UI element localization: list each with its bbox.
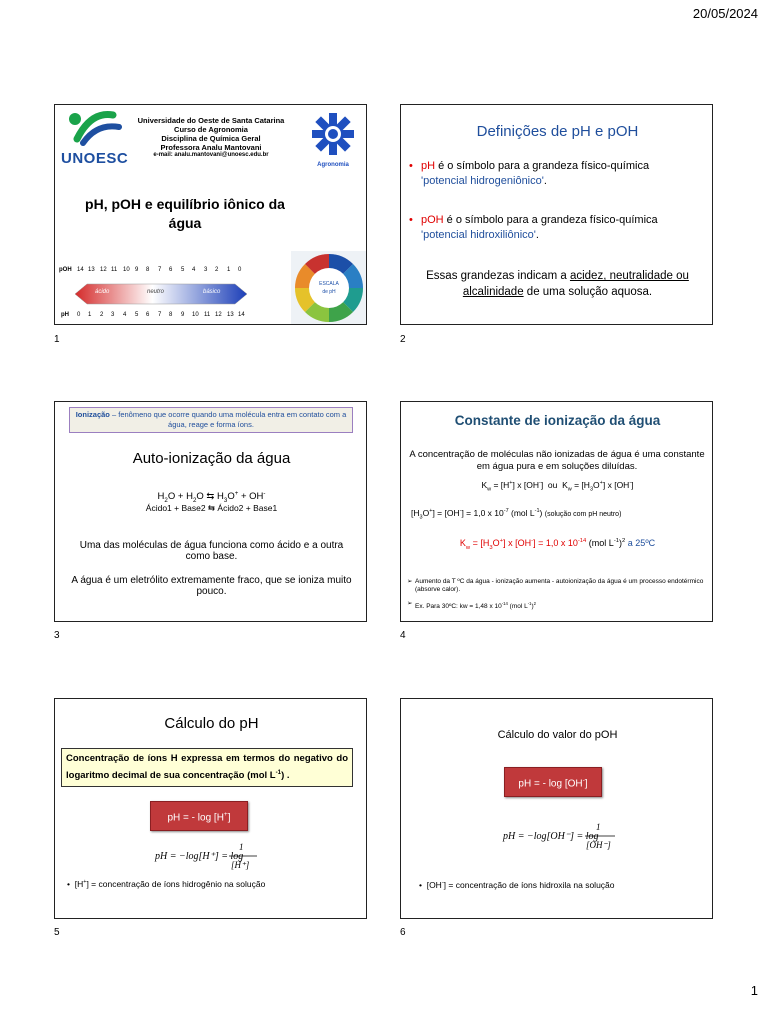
- course-name: Curso de Agronomia: [174, 125, 248, 134]
- arrow-bullet-icon: ➢: [407, 578, 413, 585]
- temperature-note-2: ➢ Ex. Para 30ºC: kw = 1,48 x $10^{-14}$ (mol $L^{-1})^2$: [407, 600, 537, 611]
- neutral-concentration: $[H_3O^+] = [OH^-] = 1,0$ x $10^{-7}$ (mol $L^{-1}$) (solução com pH neutro): [411, 508, 622, 521]
- ionization-term: Ionização: [75, 410, 110, 419]
- paragraph-underlined-1: acidez, neutralidade ou: [569, 270, 689, 282]
- bullet-icon: •: [409, 160, 413, 172]
- poh-tick: 8: [146, 267, 150, 273]
- paragraph-text: Essas grandezas indicam a: [426, 270, 570, 282]
- ph-tick: 10: [192, 312, 199, 318]
- poh-tick: 12: [100, 267, 107, 273]
- paragraph-text-end: de uma solução aquosa.: [523, 286, 653, 298]
- water-equation: $H_2O + H_2O$ ⇆ $H_3O^+ + OH^-$: [157, 490, 266, 505]
- agronomia-logo: [305, 111, 361, 168]
- slide-4-number: 4: [400, 630, 406, 641]
- slide-4: [400, 401, 713, 622]
- ph-tick: 13: [227, 312, 234, 318]
- kw-temperature: a 25ºC: [627, 538, 656, 548]
- slide-3-number: 3: [54, 630, 60, 641]
- poh-tick: 3: [204, 267, 208, 273]
- ph-definition-text: é o símbolo para a grandeza físico-química: [435, 160, 650, 172]
- ph-tick: 14: [238, 312, 245, 318]
- ph-tick: 3: [111, 312, 115, 318]
- poh-ticks: [77, 267, 247, 275]
- grandezas-paragraph: [409, 268, 706, 300]
- slide-1: [54, 104, 367, 325]
- slide-6: [400, 698, 713, 919]
- acid-label: ácido: [95, 289, 110, 295]
- bullet-icon: •: [67, 879, 75, 889]
- ph-log-formula-icon: [153, 837, 263, 873]
- poh-tick: 9: [135, 267, 139, 273]
- ph-scale-label: pH: [61, 312, 69, 318]
- poh-scale-label: pOH: [59, 267, 72, 273]
- ph-tick: 11: [204, 312, 211, 318]
- unoesc-logo-text: UNOESC: [61, 150, 129, 167]
- slide-5-bullet: • [H+] = concentração de íons hidrogênio na solução: [67, 879, 266, 889]
- slide-6-bullet-text: = concentração de íons hidroxila na solução: [446, 880, 615, 890]
- arrow-bullet-icon: ➢: [407, 600, 413, 607]
- svg-text:1: 1: [596, 822, 601, 832]
- slide-1-number: 1: [54, 334, 60, 345]
- ionization-text: – fenômeno que ocorre quando uma molécula entra em contato com a água, reage e forma íons.: [109, 410, 347, 429]
- poh-tick: 2: [215, 267, 219, 273]
- temperature-note-2-text: Ex. Para 30ºC: kw = 1,48 x 10: [415, 603, 502, 611]
- ph-tick: 0: [77, 312, 81, 318]
- svg-text:pH = −log[OH⁻] = log: pH = −log[OH⁻] = log: [503, 831, 599, 842]
- svg-text:[OH⁻]: [OH⁻]: [586, 840, 611, 850]
- poh-tick: 0: [238, 267, 242, 273]
- discipline-name: Disciplina de Química Geral: [161, 134, 261, 143]
- page-number: 1: [750, 983, 758, 998]
- poh-quote: 'potencial hidroxiliônico': [421, 229, 536, 241]
- university-name: Universidade do Oeste de Santa Catarina: [137, 116, 285, 125]
- bullet-icon: •: [409, 214, 413, 226]
- neutral-label: neutro: [147, 289, 165, 295]
- ionization-box: [69, 407, 353, 433]
- wheel-label-1: ESCALA: [319, 281, 339, 287]
- ph-definition-box: Concentração de íons H expressa em termos do negativo do logaritmo decimal de sua concentração (mol $L^{-1}$) .: [61, 748, 353, 787]
- ph-tick: 6: [146, 312, 150, 318]
- slide-5: [54, 698, 367, 919]
- ph-arrow: [75, 281, 247, 307]
- poh-formula-box: pH = - log [OH-]: [504, 767, 602, 797]
- paragraph-underlined-2: alcalinidade: [462, 286, 524, 298]
- ph-tick: 9: [181, 312, 185, 318]
- slide-3-paragraph-1: Uma das moléculas de água funciona como ácido e a outra como base.: [79, 540, 344, 562]
- slide-3: [54, 401, 367, 622]
- poh-formula-text: pH = - log [OH: [518, 778, 583, 790]
- slide-1-title: pH, pOH e equilíbrio iônico da água: [85, 196, 285, 231]
- ph-ticks: [77, 312, 247, 320]
- svg-text:pH = −log[H⁺] = log: pH = −log[H⁺] = log: [155, 851, 244, 862]
- poh-definition-text: é o símbolo para a grandeza físico-química: [443, 214, 658, 226]
- ph-tick: 12: [215, 312, 222, 318]
- slide-5-title: Cálculo do pH: [164, 715, 259, 732]
- professor-name: Professora Analu Mantovani: [160, 143, 262, 152]
- poh-tick: 14: [77, 267, 84, 273]
- temperature-note-1-text: Aumento da T ºC da água - ionização aumenta - autoionização da água é um processo endotérmico (absorve calor).: [415, 578, 704, 593]
- poh-definition: • pOH é o símbolo para a grandeza físico-química 'potencial hidroxiliônico'.: [409, 214, 658, 241]
- university-header: [121, 116, 301, 159]
- wheel-label-2: de pH: [322, 289, 336, 295]
- ph-scale: [57, 267, 247, 323]
- ph-log-formula: [153, 837, 263, 873]
- poh-term: pOH: [421, 214, 444, 226]
- ph-tick: 7: [158, 312, 162, 318]
- poh-tick: 11: [111, 267, 118, 273]
- ph-formula-text: pH = - log [H: [167, 812, 224, 824]
- poh-tick: 6: [169, 267, 173, 273]
- kw-value: $K_w = [H_3O^+]$ x [OH-] = 1,0 x $10^{-14}$ (mol $L^{-1})^2$ a 25ºC: [459, 538, 656, 551]
- ph-tick: 4: [123, 312, 127, 318]
- slide-4-paragraph: A concentração de moléculas não ionizadas de água é uma constante em água pura e em soluções diluídas.: [409, 449, 705, 472]
- ph-definition-box-text: Concentração de íons H expressa em termos do negativo do logaritmo decimal de sua concentração (mol L: [66, 753, 348, 782]
- slide-3-title: Auto-ionização da água: [132, 450, 291, 467]
- poh-tick: 7: [158, 267, 162, 273]
- svg-text:[H⁺]: [H⁺]: [231, 860, 250, 870]
- poh-log-formula: [501, 817, 621, 857]
- ph-quote: 'potencial hidrogeniônico': [421, 175, 544, 187]
- poh-tick: 13: [88, 267, 95, 273]
- poh-tick: 10: [123, 267, 130, 273]
- slide-2-number: 2: [400, 334, 406, 345]
- agronomia-emblem-icon: [309, 111, 357, 157]
- slide-5-number: 5: [54, 927, 60, 938]
- slide-2: [400, 104, 713, 325]
- ph-term: pH: [421, 160, 436, 172]
- slide-4-title: Constante de ionização da água: [454, 413, 661, 428]
- basic-label: básico: [203, 289, 221, 295]
- ph-tick: 2: [100, 312, 104, 318]
- page-date: 20/05/2024: [692, 6, 758, 21]
- ph-definition: • pH é o símbolo para a grandeza físico-química 'potencial hidrogeniônico'.: [409, 160, 650, 187]
- kw-definition: $K_w = [H^+]$ x [OH-] ou $K_w = [H_3O^+]$ x [OH-]: [481, 480, 634, 493]
- svg-text:1: 1: [239, 842, 244, 852]
- slide-6-title: Cálculo do valor do pOH: [497, 729, 618, 741]
- poh-tick: 1: [227, 267, 231, 273]
- poh-tick: 4: [192, 267, 196, 273]
- professor-email: e-mail: analu.mantovani@unoesc.edu.br: [153, 152, 269, 158]
- slide-3-paragraph-2: A água é um eletrólito extremamente fraco, que se ioniza muito pouco.: [71, 575, 352, 597]
- slide-2-title: Definições de pH e pOH: [476, 123, 639, 140]
- ph-tick: 8: [169, 312, 173, 318]
- agronomia-label: Agronomia: [317, 162, 349, 168]
- slide-6-number: 6: [400, 927, 406, 938]
- neutral-note: (solução com pH neutro): [544, 511, 622, 518]
- bullet-icon: •: [419, 880, 427, 890]
- ph-color-wheel: [291, 251, 367, 325]
- ph-tick: 1: [88, 312, 92, 318]
- slide-6-bullet: • [OH-] = concentração de íons hidroxila na solução: [419, 880, 615, 890]
- slide-5-bullet-text: = concentração de íons hidrogênio na solução: [88, 879, 266, 889]
- ph-formula-box: pH = - log [H+]: [150, 801, 248, 831]
- poh-log-formula-icon: [501, 817, 621, 857]
- poh-tick: 5: [181, 267, 185, 273]
- ph-wheel-icon: [291, 251, 367, 325]
- acid-base-pairs: Ácido1 + Base2 ⇆ Ácido2 + Base1: [145, 503, 278, 513]
- ph-tick: 5: [135, 312, 139, 318]
- temperature-note-1: [407, 578, 709, 594]
